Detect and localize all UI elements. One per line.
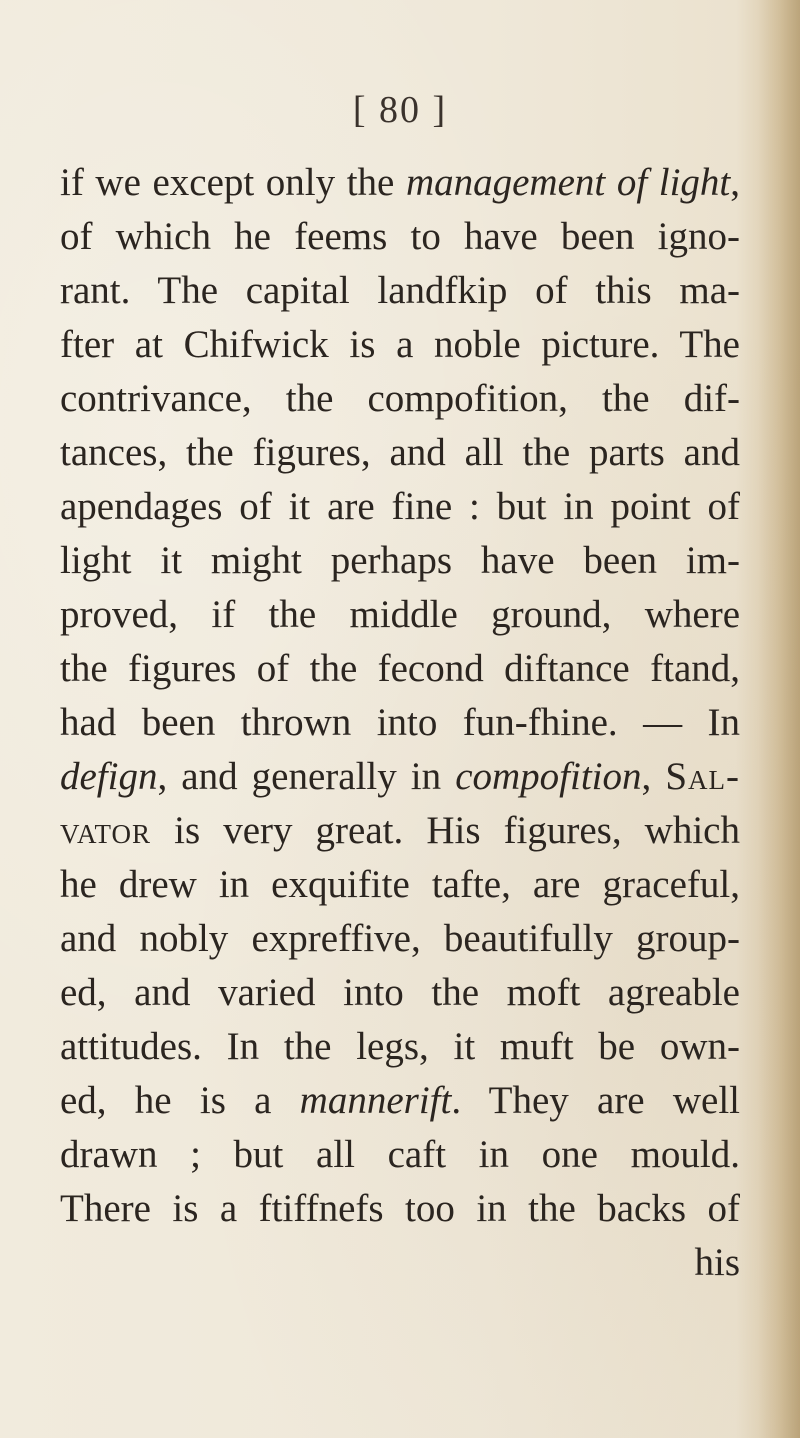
text-run: proved, if the middle ground, where [60, 593, 740, 636]
text-line [60, 750, 740, 804]
italic-text: mannerift [299, 1079, 452, 1122]
text-line [60, 858, 740, 912]
text-run: attitudes. In the legs, it muft be own- [60, 1025, 740, 1068]
text-line [60, 372, 740, 426]
small-caps-text: Sal- [665, 755, 741, 798]
text-run: ed, he is a [60, 1079, 300, 1122]
text-line [60, 642, 740, 696]
italic-text: defign [60, 755, 158, 798]
text-line [60, 210, 740, 264]
text-run: tances, the figures, and all the parts and [60, 431, 740, 474]
body-text [60, 156, 740, 1290]
text-run: and nobly expreffive, beautifully group- [60, 917, 740, 960]
text-run: had been thrown into fun-fhine. — In [60, 701, 740, 744]
text-line [60, 426, 740, 480]
text-line [60, 588, 740, 642]
text-line [60, 966, 740, 1020]
text-line [60, 1074, 740, 1128]
text-line [60, 480, 740, 534]
small-caps-text: vator [60, 809, 152, 852]
text-line [60, 912, 740, 966]
text-run: of which he feems to have been igno- [60, 215, 740, 258]
text-run: rant. The capital landfkip of this ma- [60, 269, 740, 312]
text-run: is very great. His figures, which [151, 809, 740, 852]
page-number-header: [ 80 ] [352, 89, 448, 131]
text-run: light it might perhaps have been im- [60, 539, 740, 582]
text-run: drawn ; but all caft in one mould. [60, 1133, 740, 1176]
text-run: . They are well [451, 1079, 740, 1122]
text-run: apendages of it are fine : but in point of [60, 485, 740, 528]
text-run: ed, and varied into the moft agreable [60, 971, 740, 1014]
text-line [60, 534, 740, 588]
text-line [60, 264, 740, 318]
text-run: the figures of the fecond diftance ftand, [60, 647, 740, 690]
text-line [60, 1020, 740, 1074]
text-run: , and generally in [157, 755, 456, 798]
text-line [60, 156, 740, 210]
text-run: , [730, 161, 740, 204]
text-run: he drew in exquifite tafte, are graceful, [60, 863, 740, 906]
text-run: his [694, 1241, 740, 1284]
text-line [60, 1128, 740, 1182]
text-line [60, 1182, 740, 1236]
text-line [60, 696, 740, 750]
text-line [60, 318, 740, 372]
page-edge-stain [758, 0, 800, 1438]
text-run: There is a ftiffnefs too in the backs of [60, 1187, 740, 1230]
italic-text: compofition [455, 755, 642, 798]
text-run: , [641, 755, 666, 798]
text-line [60, 1236, 740, 1290]
italic-text: management of light [405, 161, 731, 204]
text-run: if we except only the [60, 161, 406, 204]
text-run: fter at Chifwick is a noble picture. The [60, 323, 740, 366]
text-line [60, 804, 740, 858]
text-run: contrivance, the compofition, the dif- [60, 377, 740, 420]
